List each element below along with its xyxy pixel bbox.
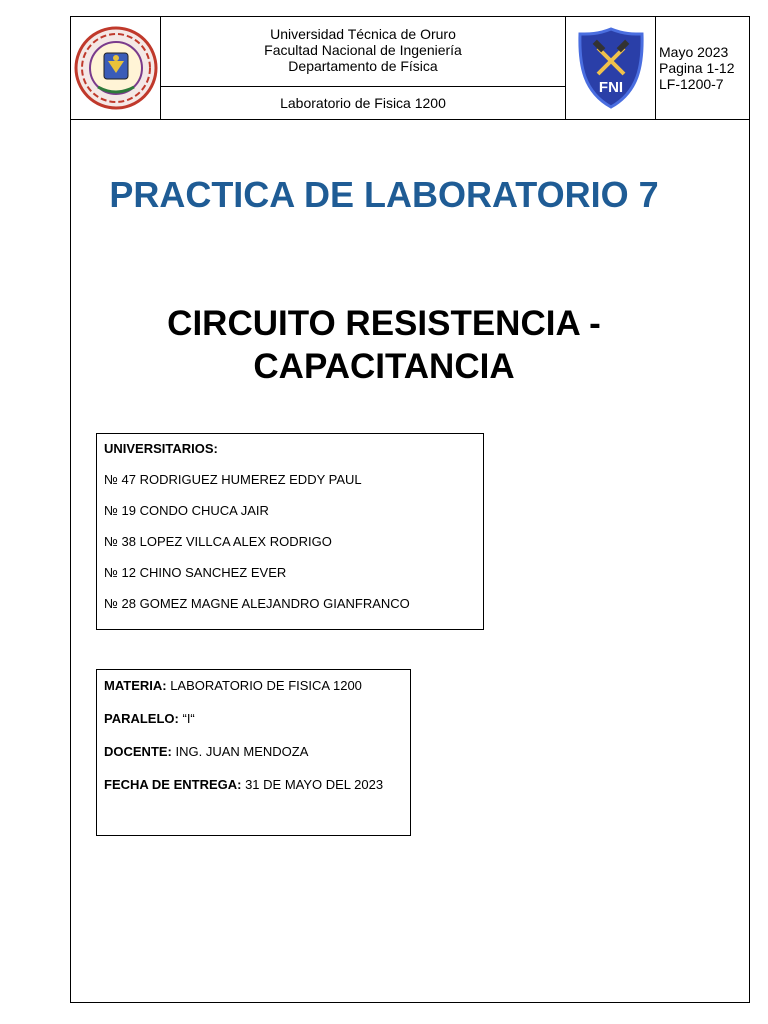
document-code: LF-1200-7	[659, 76, 724, 92]
page-number: Pagina 1-12	[659, 60, 735, 76]
materia-label: MATERIA:	[104, 678, 167, 693]
department-name: Departamento de Física	[288, 58, 438, 74]
faculty-name: Facultad Nacional de Ingeniería	[264, 42, 462, 58]
topic-title-line2: CAPACITANCIA	[253, 347, 515, 386]
fecha-value: 31 DE MAYO DEL 2023	[241, 777, 384, 792]
fecha-row	[104, 777, 410, 793]
materia-value: LABORATORIO DE FISICA 1200	[166, 678, 362, 693]
header-institution	[161, 17, 566, 119]
students-box	[96, 433, 484, 630]
document-meta	[656, 17, 749, 119]
student-item: № 19 CONDO CHUCA JAIR	[104, 503, 269, 518]
docente-label: DOCENTE:	[104, 744, 172, 759]
course-info-box	[96, 669, 411, 836]
students-header: UNIVERSITARIOS:	[104, 441, 218, 456]
topic-title	[0, 302, 768, 388]
fecha-label: FECHA DE ENTREGA:	[104, 777, 242, 792]
student-item: № 38 LOPEZ VILLCA ALEX RODRIGO	[104, 534, 332, 549]
student-item: № 28 GOMEZ MAGNE ALEJANDRO GIANFRANCO	[104, 596, 410, 611]
page-title: PRACTICA DE LABORATORIO 7	[109, 174, 659, 215]
university-name: Universidad Técnica de Oruro	[270, 26, 456, 42]
document-header	[71, 17, 749, 120]
student-item: № 47 RODRIGUEZ HUMEREZ EDDY PAUL	[104, 472, 362, 487]
fni-logo	[566, 17, 656, 119]
university-seal-icon	[74, 25, 158, 111]
fni-shield-icon	[576, 26, 646, 110]
student-item: № 12 CHINO SANCHEZ EVER	[104, 565, 287, 580]
docente-value: ING. JUAN MENDOZA	[171, 744, 309, 759]
materia-row	[104, 678, 410, 694]
paralelo-label: PARALELO:	[104, 711, 179, 726]
university-seal-logo	[71, 17, 161, 119]
docente-row	[104, 744, 410, 760]
paralelo-row	[104, 711, 410, 727]
paralelo-value: “I“	[178, 711, 195, 726]
document-date: Mayo 2023	[659, 44, 729, 60]
fni-logo-text: FNI	[598, 79, 623, 96]
lab-name: Laboratorio de Fisica 1200	[280, 95, 446, 111]
topic-title-line1: CIRCUITO RESISTENCIA -	[167, 304, 601, 343]
